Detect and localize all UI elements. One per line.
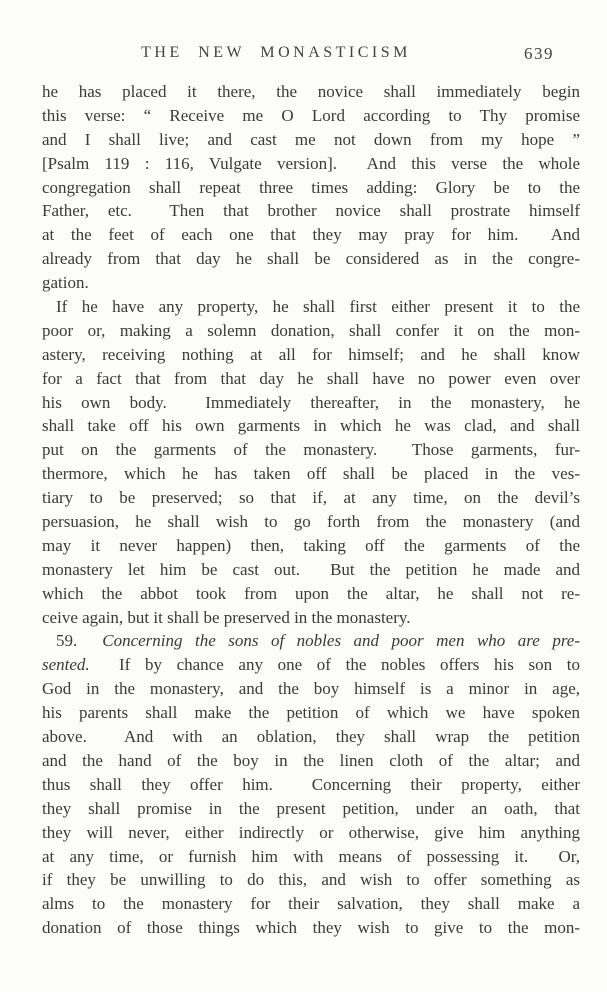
text-line [42, 773, 580, 797]
text-line [42, 391, 580, 415]
text-line [42, 128, 580, 152]
text-segment: alms to the monastery for their salvation, they shall make a [42, 894, 580, 914]
text-segment: put on the garments of the monastery. Those garments, fur- [42, 440, 580, 460]
text-line [42, 223, 580, 247]
text-line [42, 271, 580, 295]
text-segment: his parents shall make the petition of which we have spoken [42, 703, 580, 723]
text-line [42, 749, 580, 773]
text-line [42, 247, 580, 271]
text-line [42, 582, 580, 606]
text-segment: [Psalm 119 : 116, Vulgate version]. And this verse the whole [42, 153, 580, 173]
page-body [42, 80, 580, 940]
text-line [42, 701, 580, 725]
text-line [42, 916, 580, 940]
text-segment: he has placed it there, the novice shall immediately begin [42, 82, 580, 101]
text-segment: 59. [56, 631, 103, 651]
text-segment: they shall promise in the present petition, under an oath, that [42, 798, 580, 818]
text-segment: ceive again, but it shall be preserved in the monastery. [42, 607, 411, 627]
text-line [42, 653, 580, 677]
text-line [42, 797, 580, 821]
text-segment: gation. [42, 273, 89, 293]
text-line [42, 629, 580, 653]
text-line [42, 199, 580, 223]
text-segment: this verse: “ Receive me O Lord according to Thy promise [42, 105, 580, 125]
text-line [42, 414, 580, 438]
running-header [42, 44, 580, 66]
text-line [42, 534, 580, 558]
page-title: THE NEW MONASTICISM [141, 44, 411, 61]
text-line [42, 892, 580, 916]
text-line [42, 486, 580, 510]
text-segment: God in the monastery, and the boy himself is a minor in age, [42, 679, 580, 699]
text-segment: may it never happen) then, taking off the garments of the [42, 535, 580, 555]
paragraph [42, 295, 580, 629]
text-line [42, 558, 580, 582]
paragraph [42, 80, 580, 295]
text-line [42, 438, 580, 462]
text-segment: Father, etc. Then that brother novice shall prostrate himself [42, 201, 580, 221]
text-line [42, 176, 580, 200]
text-segment: poor or, making a solemn donation, shall confer it on the mon- [42, 320, 580, 340]
text-line [42, 868, 580, 892]
text-segment: thus shall they offer him. Concerning their property, either [42, 774, 580, 794]
text-segment: his own body. Immediately thereafter, in the monastery, he [42, 392, 580, 412]
text-line [42, 319, 580, 343]
text-line [42, 725, 580, 749]
text-line [42, 821, 580, 845]
text-line [42, 677, 580, 701]
text-line [42, 845, 580, 869]
text-line [42, 104, 580, 128]
text-segment: If by chance any one of the nobles offers his son to [89, 655, 580, 675]
text-segment: for a fact that from that day he shall have no power even over [42, 368, 580, 388]
text-segment: above. And with an oblation, they shall wrap the petition [42, 727, 580, 747]
text-segment: tiary to be preserved; so that if, at any time, on the devil’s [42, 488, 580, 508]
text-segment: thermore, which he has taken off shall be placed in the ves- [42, 464, 580, 484]
text-line [42, 606, 580, 630]
text-segment: astery, receiving nothing at all for himself; and he shall know [42, 344, 580, 364]
text-segment: monastery let him be cast out. But the petition he made and [42, 559, 580, 579]
text-segment: if they be unwilling to do this, and wish to offer something as [42, 870, 580, 890]
text-line [42, 462, 580, 486]
text-segment: at the feet of each one that they may pray for him. And [42, 225, 580, 245]
text-segment: shall take off his own garments in which he was clad, and shall [42, 416, 580, 436]
text-segment: congregation shall repeat three times adding: Glory be to the [42, 177, 580, 197]
text-line [42, 80, 580, 104]
text-segment: and I shall live; and cast me not down from my hope ” [42, 129, 580, 149]
text-segment: already from that day he shall be considered as in the congre- [42, 249, 580, 269]
text-segment: they will never, either indirectly or otherwise, give him anything [42, 822, 580, 842]
text-line [42, 367, 580, 391]
text-line [42, 295, 580, 319]
text-line [42, 152, 580, 176]
text-segment: If he have any property, he shall first either present it to the [56, 297, 580, 317]
text-line [42, 343, 580, 367]
paragraph [42, 629, 580, 940]
text-segment: donation of those things which they wish to give to the mon- [42, 918, 580, 938]
text-segment: which the abbot took from upon the altar, he shall not re- [42, 583, 580, 603]
italic-text-segment: sented. [42, 655, 90, 675]
text-segment: and the hand of the boy in the linen cloth of the altar; and [42, 750, 580, 770]
italic-text-segment: Concerning the sons of nobles and poor men who are pre- [102, 631, 580, 651]
text-segment: persuasion, he shall wish to go forth from the monastery (and [42, 512, 580, 532]
text-segment: at any time, or furnish him with means of possessing it. Or, [42, 846, 580, 866]
text-line [42, 510, 580, 534]
page-number: 639 [524, 44, 554, 63]
